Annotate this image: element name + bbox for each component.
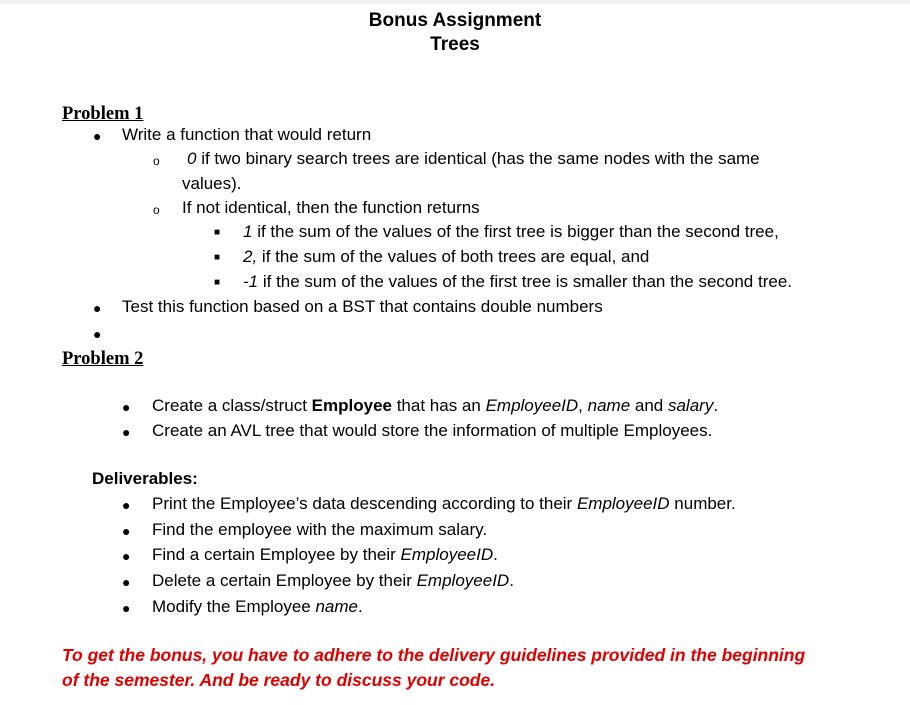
field-name: name (587, 396, 631, 415)
bonus-note-line-1: To get the bonus, you have to adhere to the delivery guidelines provided in the beginning (62, 645, 806, 665)
text-run: . (358, 597, 363, 616)
sub-1-text: if two binary search trees are identical (has the same nodes with the same (196, 149, 760, 168)
text-run: and (630, 396, 668, 415)
deliverable-item (152, 569, 514, 593)
field-employee-id: EmployeeID (485, 396, 579, 415)
text-run: . (713, 396, 719, 415)
case-item (243, 270, 792, 294)
case-value: 2, (243, 247, 258, 266)
problem-1-item-1: Write a function that would return (122, 125, 372, 144)
problem-2-item-1 (152, 394, 718, 418)
bullet-icon: ● (122, 574, 131, 590)
square-bullet-icon: ■ (214, 227, 221, 238)
bullet-icon: ● (122, 497, 131, 513)
text-run: Print the Employee’s data descending according to their (152, 494, 577, 513)
case-text: if the sum of the values of the first tree is bigger than the second tree, (252, 222, 779, 241)
page-top-edge (0, 0, 910, 4)
bullet-icon: ● (122, 600, 131, 616)
class-name: Employee (311, 396, 392, 415)
text-run: Find a certain Employee by their (152, 545, 401, 564)
document-title: Bonus Assignment (368, 10, 542, 31)
bullet-icon: ● (122, 548, 131, 564)
text-run: that has an (391, 396, 486, 415)
circle-bullet-icon: o (153, 203, 160, 217)
deliverables-heading: Deliverables: (92, 469, 198, 488)
problem-1-sub-2: If not identical, then the function returns (182, 198, 480, 217)
problem-1-sub-1 (187, 147, 760, 171)
bullet-icon: ● (93, 300, 102, 316)
deliverable-item (152, 543, 498, 567)
field-employee-id: EmployeeID (400, 545, 494, 564)
text-run: number. (669, 494, 736, 513)
case-value: -1 (243, 272, 259, 291)
bullet-icon: ● (93, 128, 102, 144)
text-run: Delete a certain Employee by their (152, 571, 417, 590)
field-name: name (315, 597, 358, 616)
empty-bullet-icon: ● (93, 326, 102, 342)
text-run: Create a class/struct (152, 396, 312, 415)
circle-bullet-icon: o (153, 154, 160, 168)
problem-1-sub-1-cont: values). (182, 174, 242, 193)
text-run: . (509, 571, 514, 590)
bullet-icon: ● (122, 523, 131, 539)
square-bullet-icon: ■ (214, 277, 221, 288)
case-item (243, 245, 649, 269)
text-run: . (493, 545, 498, 564)
bonus-note-line-2: of the semester. And be ready to discuss your code. (62, 670, 496, 690)
value-zero: 0 (187, 149, 197, 168)
deliverable-item: Find the employee with the maximum salary. (152, 520, 488, 539)
bullet-icon: ● (122, 424, 131, 440)
deliverable-item (152, 595, 363, 619)
field-employee-id: EmployeeID (416, 571, 510, 590)
case-text: if the sum of the values of the first tree is smaller than the second tree. (258, 272, 792, 291)
case-value: 1 (243, 222, 253, 241)
case-text: if the sum of the values of both trees are equal, and (257, 247, 650, 266)
field-employee-id: EmployeeID (576, 494, 670, 513)
text-run: , (578, 396, 588, 415)
text-run: Modify the Employee (152, 597, 316, 616)
square-bullet-icon: ■ (214, 252, 221, 263)
bullet-icon: ● (122, 399, 131, 415)
problem-2-item-2: Create an AVL tree that would store the information of multiple Employees. (152, 421, 713, 440)
deliverable-item (152, 492, 736, 516)
problem-1-heading: Problem 1 (62, 104, 144, 124)
case-item (243, 220, 779, 244)
document-subtitle: Trees (430, 34, 480, 55)
problem-1-item-2: Test this function based on a BST that contains double numbers (122, 297, 603, 316)
field-salary: salary (667, 396, 714, 415)
problem-2-heading: Problem 2 (62, 349, 144, 369)
